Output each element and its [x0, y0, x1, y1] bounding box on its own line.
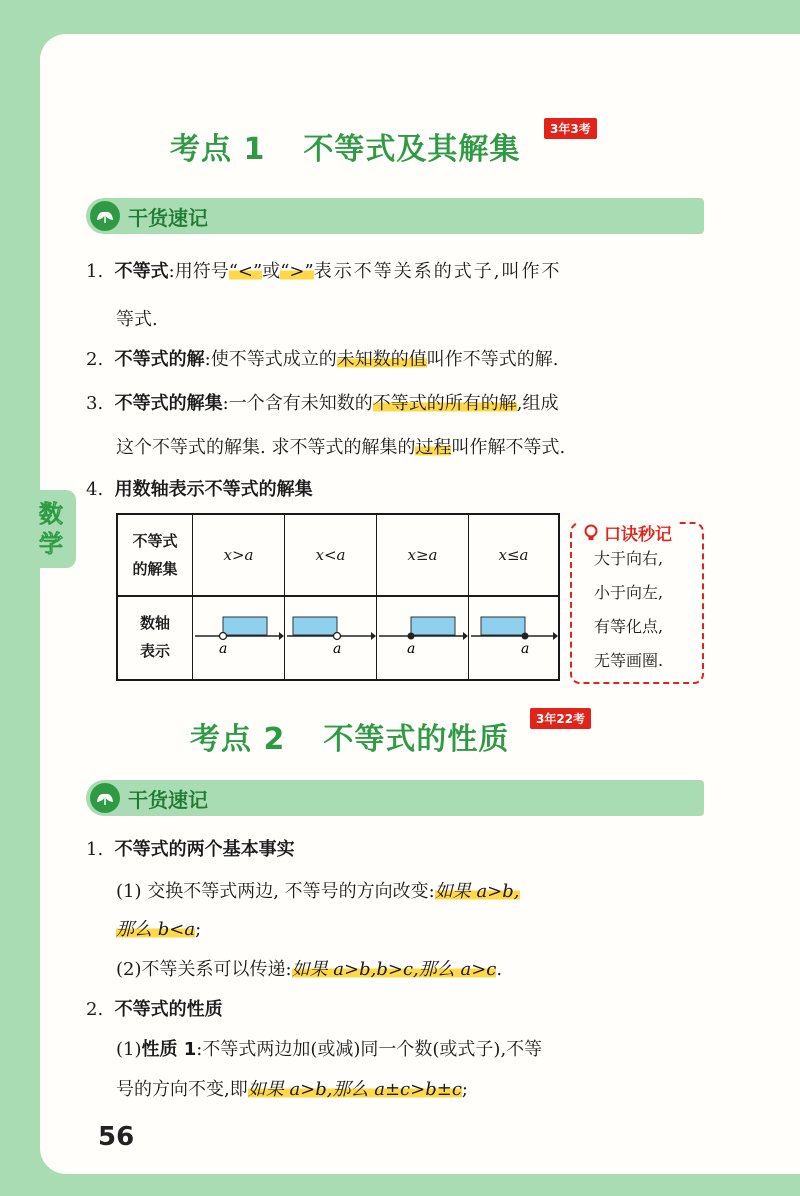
solution-set-table — [116, 513, 560, 681]
col-inequality: x≥a — [407, 546, 438, 564]
mnemonic-line: 无等画圈. — [594, 651, 664, 670]
col-inequality: x≤a — [498, 546, 529, 564]
svg-text:a: a — [407, 641, 416, 657]
section2-title-num: 考点 2 — [190, 722, 286, 757]
s1-item-3: 3. 不等式的解集:一个含有未知数的不等式的所有的解,组成 — [86, 393, 559, 414]
col-inequality: x>a — [223, 546, 254, 564]
s1-item-1: 1. 不等式:用符号“<”或“>”表示不等关系的式子,叫作不 — [86, 261, 562, 282]
mnemonic-line: 大于向右, — [594, 549, 664, 568]
leaf-icon — [90, 201, 120, 231]
highlight: “>” — [280, 261, 314, 282]
section2-title-text: 不等式的性质 — [323, 722, 510, 757]
leaf-icon — [90, 783, 120, 813]
row-header-solution-set: 不等式 的解集 — [132, 532, 178, 578]
s2-item-1-fact-2: (2)不等关系可以传递:如果 a>b,b>c,那么 a>c. — [116, 959, 503, 980]
mnemonic-title: 口诀秒记 — [578, 520, 676, 545]
number-line-greater-equal — [377, 607, 468, 667]
section2-title — [190, 714, 509, 758]
highlight: “<” — [228, 261, 263, 282]
section1-title-num: 考点 1 — [170, 132, 266, 167]
number-line-less-equal — [469, 607, 558, 667]
s2-item-2: 2. 不等式的性质 — [86, 999, 223, 1020]
mnemonic-box — [570, 522, 704, 684]
s1-item-2: 2. 不等式的解:使不等式成立的未知数的值叫作不等式的解. — [86, 349, 559, 370]
page-number: 56 — [98, 1122, 135, 1152]
col-inequality: x<a — [315, 546, 346, 564]
number-line-greater — [193, 607, 284, 667]
section1-banner-label: 干货速记 — [128, 205, 208, 230]
term: 不等式 — [114, 261, 169, 282]
section2-banner — [86, 780, 704, 816]
section2-badge: 3年22考 — [530, 708, 591, 729]
subject-char-2: 学 — [39, 530, 63, 558]
s1-item-3-cont: 这个不等式的解集. 求不等式的解集的过程叫作解不等式. — [116, 437, 566, 458]
mnemonic-line: 小于向左, — [594, 583, 664, 602]
section1-banner — [86, 198, 704, 234]
s2-item-2-property-1: (1)性质 1:不等式两边加(或减)同一个数(或式子),不等 — [116, 1039, 543, 1060]
section2-banner-label: 干货速记 — [128, 787, 208, 812]
highlight: 过程 — [415, 437, 452, 458]
number-line-less — [285, 607, 376, 667]
section1-title-text: 不等式及其解集 — [303, 132, 521, 167]
mnemonic-line: 有等化点, — [594, 617, 664, 636]
subject-char-1: 数 — [39, 500, 63, 528]
highlight: 不等式的所有的解 — [372, 393, 517, 414]
svg-text:a: a — [333, 641, 342, 657]
highlight: 如果 a>b,b>c,那么 a>c — [291, 959, 497, 980]
s2-item-1-fact-1: (1) 交换不等式两边, 不等号的方向改变:如果 a>b, — [116, 881, 520, 902]
section1-title — [170, 124, 520, 168]
s1-item-4: 4. 用数轴表示不等式的解集 — [86, 479, 313, 500]
s2-item-2-property-1-cont: 号的方向不变,即如果 a>b,那么 a±c>b±c; — [116, 1079, 468, 1100]
highlight: 如果 a>b, — [434, 881, 520, 902]
highlight: 如果 a>b,那么 a±c>b±c — [247, 1079, 462, 1100]
section1-badge: 3年3考 — [544, 118, 597, 139]
s2-item-1: 1. 不等式的两个基本事实 — [86, 839, 295, 860]
svg-text:a: a — [219, 641, 228, 657]
svg-text:a: a — [521, 641, 530, 657]
lightbulb-icon — [582, 524, 600, 542]
row-header-number-line: 数轴 表示 — [139, 614, 170, 660]
s2-item-1-fact-1-cont: 那么 b<a; — [116, 919, 202, 940]
subject-tab[interactable] — [26, 490, 76, 568]
highlight: 那么 b<a — [116, 919, 196, 940]
highlight: 未知数的值 — [336, 349, 427, 370]
s1-item-1-cont: 等式. — [116, 309, 158, 330]
